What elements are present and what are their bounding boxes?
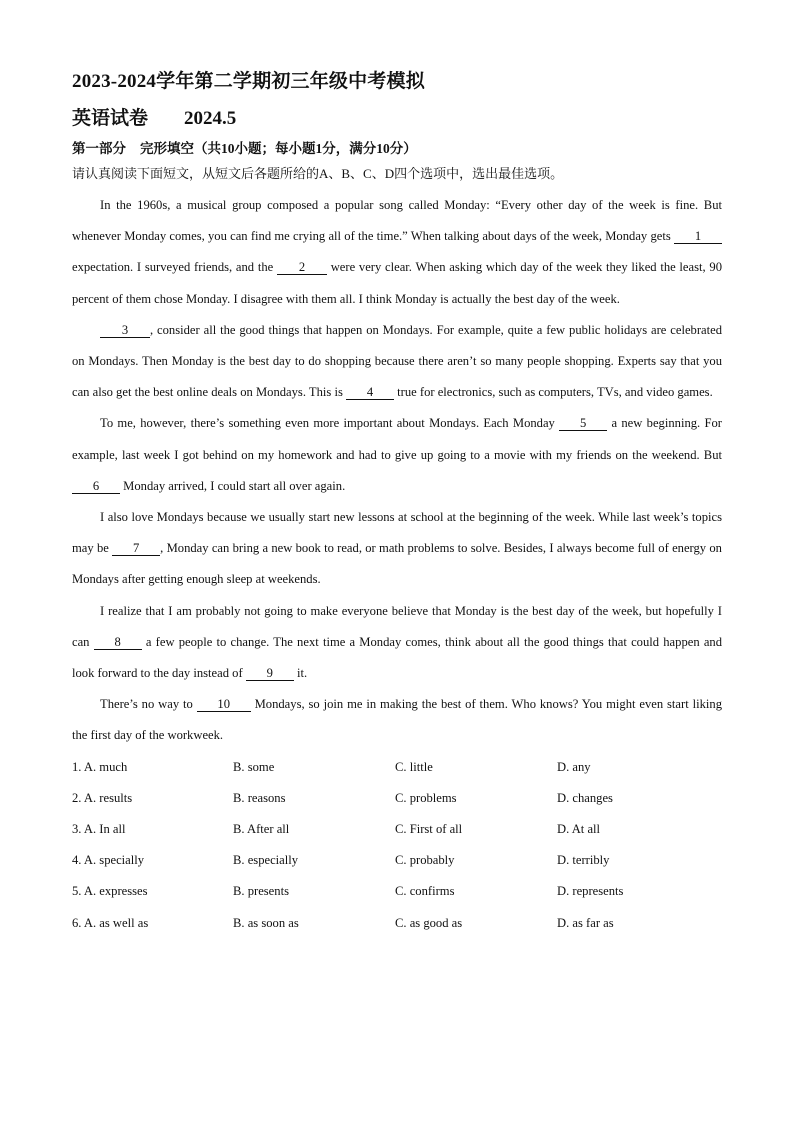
- option-b: B. After all: [233, 822, 290, 837]
- passage-paragraph-5: [72, 596, 722, 690]
- exam-page: [72, 66, 722, 939]
- text-segment: To me, however, there’s something even more important about Mondays. Each Monday: [100, 416, 560, 431]
- instruction-text: 请认真阅读下面短文，从短文后各题所给的A、B、C、D四个选项中，选出最佳选项。: [72, 166, 564, 181]
- answer-options: [72, 752, 722, 939]
- option-d: D. terribly: [557, 853, 610, 868]
- option-c: C. as good as: [395, 915, 463, 930]
- option-b: B. some: [233, 759, 275, 774]
- exam-title: 2023-2024学年第二学期初三年级中考模拟: [72, 71, 425, 92]
- option-b: B. especially: [233, 853, 299, 868]
- passage-paragraph-3: [72, 408, 722, 502]
- option-row-3: [72, 814, 722, 845]
- option-a: 5. A. expresses: [72, 884, 148, 899]
- text-segment: I also love Mondays because we usually start new lessons at school at the beginning of the week. While last week’s topics may be: [72, 510, 722, 556]
- text-segment: it.: [293, 666, 308, 681]
- passage-paragraph-1: [72, 190, 722, 315]
- option-d: D. represents: [557, 884, 624, 899]
- subject-label: 英语试卷: [72, 108, 149, 129]
- option-a: 4. A. specially: [72, 853, 145, 868]
- option-c: C. confirms: [395, 884, 455, 899]
- text-segment: Mondays, so join me in making the best of them. Who knows? You might even start liking the first day of the workweek.: [72, 697, 722, 743]
- section-part: 第一部分: [72, 141, 126, 156]
- blank-1: 1: [674, 229, 722, 244]
- option-c: C. probably: [395, 853, 455, 868]
- section-heading: [72, 136, 722, 162]
- blank-2: 2: [277, 260, 327, 275]
- text-segment: a new beginning. For example, last week I got behind on my homework and had to give up going to a movie with my friends on the weekend. But: [72, 416, 722, 462]
- option-a: 2. A. results: [72, 790, 133, 805]
- blank-10: 10: [197, 697, 251, 712]
- text-segment: In the 1960s, a musical group composed a popular song called Monday: “Every other day of the week is fine. But whenever Monday comes, you can find me crying all of the time.” When talking about days of the week, Monday gets: [72, 198, 722, 244]
- section-name: 完形填空（共10小题；每小题1分，满分10分）: [140, 141, 417, 156]
- blank-4: 4: [346, 385, 394, 400]
- option-c: C. problems: [395, 790, 457, 805]
- blank-9: 9: [246, 666, 294, 681]
- text-segment: There’s no way to: [100, 697, 197, 712]
- option-d: D. any: [557, 759, 591, 774]
- exam-subtitle: [72, 106, 722, 136]
- option-row-1: [72, 752, 722, 783]
- text-segment: I realize that I am probably not going to make everyone believe that Monday is the best day of the week, but hopefully I can: [72, 603, 722, 649]
- blank-7: 7: [112, 541, 160, 556]
- blank-5: 5: [559, 416, 607, 431]
- text-segment: Monday arrived, I could start all over again.: [120, 478, 346, 493]
- option-row-6: [72, 908, 722, 939]
- option-row-5: [72, 876, 722, 907]
- passage-paragraph-6: [72, 689, 722, 751]
- text-segment: were very clear. When asking which day of the week they liked the least, 90 percent of them chose Monday. I disagree with them all. I think Monday is actually the best day of the week.: [72, 260, 722, 306]
- option-b: B. presents: [233, 884, 289, 899]
- option-d: D. as far as: [557, 915, 614, 930]
- option-d: D. changes: [557, 790, 613, 805]
- option-c: C. First of all: [395, 822, 463, 837]
- option-c: C. little: [395, 759, 433, 774]
- option-d: D. At all: [557, 822, 601, 837]
- text-segment: , Monday can bring a new book to read, or math problems to solve. Besides, I always become full of energy on Mondays after getting enough sleep at weekends.: [72, 541, 722, 587]
- blank-8: 8: [94, 635, 142, 650]
- text-segment: expectation. I surveyed friends, and the: [72, 260, 277, 275]
- text-segment: a few people to change. The next time a Monday comes, think about all the good things that could happen and look forward to the day instead of: [72, 634, 723, 681]
- option-b: B. as soon as: [233, 915, 299, 930]
- option-row-4: [72, 845, 722, 876]
- passage-paragraph-4: [72, 502, 722, 596]
- blank-6: 6: [72, 479, 120, 494]
- blank-3: 3: [100, 323, 150, 338]
- text-segment: true for electronics, such as computers, TVs, and video games.: [394, 385, 713, 400]
- option-row-2: [72, 783, 722, 814]
- text-segment: , consider all the good things that happen on Mondays. For example, quite a few public holidays are celebrated on Mondays. Then Monday is the best day to do shopping because there aren’t so many people shopping. Experts say that you can also get the best online deals on Mondays. This is: [72, 322, 722, 400]
- option-b: B. reasons: [233, 790, 286, 805]
- exam-date: 2024.5: [184, 108, 237, 129]
- option-a: 6. A. as well as: [72, 915, 149, 930]
- option-a: 3. A. In all: [72, 822, 126, 837]
- option-a: 1. A. much: [72, 759, 128, 774]
- passage-paragraph-2: [72, 315, 722, 409]
